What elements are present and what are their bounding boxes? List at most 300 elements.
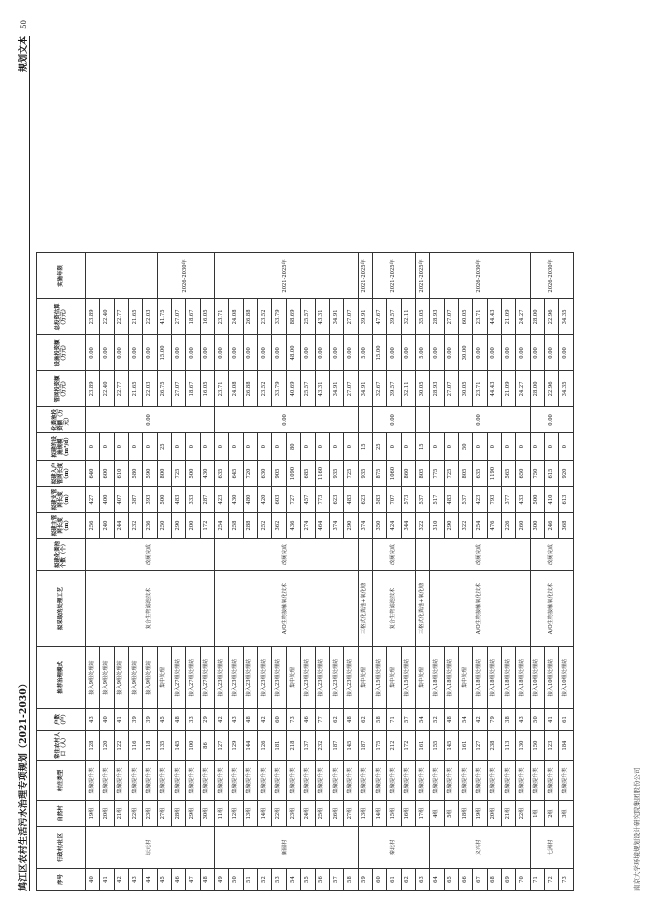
population: 113 (501, 731, 515, 761)
pipe-investment: 22.77 (114, 371, 128, 407)
main-pipe-length: 344 (401, 513, 415, 539)
facility-investment: 0.00 (243, 335, 257, 371)
branch-pipe-length: 623 (358, 487, 372, 513)
natural-village: 16组 (401, 801, 415, 827)
house-pipe-length: 635 (473, 461, 487, 487)
natural-village: 23组 (143, 801, 157, 827)
main-pipe-length: 322 (458, 513, 472, 539)
house-pipe-length: 805 (415, 461, 429, 487)
treatment-mode: 接入18组处理站 (430, 647, 444, 709)
septic-investment (358, 407, 372, 433)
total-investment: 23.71 (473, 299, 487, 335)
house-pipe-length: 580 (129, 461, 143, 487)
septic-tank-count: 改厕完成 (86, 539, 215, 571)
households: 43 (516, 709, 530, 731)
facility-investment: 0.00 (473, 335, 487, 371)
main-pipe-length: 244 (114, 513, 128, 539)
branch-pipe-length: 483 (172, 487, 186, 513)
treatment-mode: 集中处理 (415, 647, 429, 709)
branch-pipe-length: 537 (458, 487, 472, 513)
facility-scale: 0 (143, 433, 157, 461)
households: 48 (243, 709, 257, 731)
treatment-process: 三格式化粪池+氧化塘 (358, 571, 372, 647)
pipe-investment: 28.93 (430, 371, 444, 407)
branch-pipe-length: 537 (415, 487, 429, 513)
treatment-mode: 集中处理 (458, 647, 472, 709)
facility-investment: 0.00 (315, 335, 329, 371)
house-pipe-length: 635 (215, 461, 229, 487)
house-pipe-length: 775 (430, 461, 444, 487)
row-number: 49 (215, 869, 229, 891)
facility-investment: 30.00 (458, 335, 472, 371)
facility-scale: 0 (172, 433, 186, 461)
col-header: 拟建支管网长度（m） (37, 487, 86, 513)
pipe-investment: 23.71 (473, 371, 487, 407)
village-type: 集聚提升类 (444, 761, 458, 801)
village-name: 秦北村 (358, 827, 430, 869)
village-type: 集聚提升类 (473, 761, 487, 801)
pipe-investment: 23.71 (215, 371, 229, 407)
row-number: 59 (358, 869, 372, 891)
main-pipe-length: 240 (100, 513, 114, 539)
village-type: 集聚提升类 (301, 761, 315, 801)
branch-pipe-length: 603 (272, 487, 286, 513)
pipe-investment: 40.69 (286, 371, 300, 407)
septic-tank-count: 改厕完成 (372, 539, 415, 571)
population: 86 (200, 731, 214, 761)
table-header-row (37, 253, 86, 891)
natural-village: 2组 (545, 801, 559, 827)
village-type: 集聚提升类 (458, 761, 472, 801)
row-number: 55 (301, 869, 315, 891)
facility-investment: 0.00 (501, 335, 515, 371)
treatment-mode: 集中处理 (358, 647, 372, 709)
septic-investment: 0.00 (430, 407, 530, 433)
facility-scale: 0 (315, 433, 329, 461)
total-investment: 32.11 (401, 299, 415, 335)
village-type: 集聚提升类 (157, 761, 171, 801)
facility-investment: 0.00 (301, 335, 315, 371)
table-row (86, 253, 100, 891)
treatment-mode: 接入10组处理站 (530, 647, 544, 709)
branch-pipe-length: 583 (372, 487, 386, 513)
branch-pipe-length: 613 (559, 487, 573, 513)
treatment-mode: 集中处理 (387, 647, 401, 709)
branch-pipe-length: 393 (143, 487, 157, 513)
pipe-investment: 22.03 (143, 371, 157, 407)
total-investment: 39.57 (387, 299, 401, 335)
implementation-period: 2021-2025年 (215, 253, 358, 299)
total-investment: 24.27 (516, 299, 530, 335)
treatment-process: A/O生物接触氧化技术 (530, 571, 573, 647)
village-type: 集聚提升类 (129, 761, 143, 801)
population: 100 (186, 731, 200, 761)
village-type: 集聚提升类 (100, 761, 114, 801)
households: 41 (114, 709, 128, 731)
row-number: 56 (315, 869, 329, 891)
village-type: 集聚提升类 (358, 761, 372, 801)
natural-village: 5组 (444, 801, 458, 827)
implementation-period (86, 253, 158, 299)
village-type: 集聚提升类 (415, 761, 429, 801)
house-pipe-length: 805 (458, 461, 472, 487)
village-type: 集聚提升类 (258, 761, 272, 801)
treatment-mode: 接入23组处理站 (329, 647, 343, 709)
pipe-investment: 33.79 (272, 371, 286, 407)
facility-scale: 80 (286, 433, 300, 461)
treatment-mode: 接入23组处理站 (258, 647, 272, 709)
facility-scale: 0 (243, 433, 257, 461)
total-investment: 18.67 (186, 299, 200, 335)
row-number: 57 (329, 869, 343, 891)
main-pipe-length: 246 (545, 513, 559, 539)
facility-scale: 0 (272, 433, 286, 461)
village-type: 集聚提升类 (172, 761, 186, 801)
col-header: 户数（户） (37, 709, 86, 731)
population: 212 (387, 731, 401, 761)
col-header: 拟建主管网长度（m） (37, 513, 86, 539)
village-type: 集聚提升类 (329, 761, 343, 801)
total-investment: 34.35 (559, 299, 573, 335)
natural-village: 20组 (100, 801, 114, 827)
septic-investment: 0.00 (530, 407, 573, 433)
treatment-mode: 接入23组处理站 (215, 647, 229, 709)
pipe-investment: 21.09 (501, 371, 515, 407)
treatment-process: A/O生物接触氧化技术 (215, 571, 358, 647)
col-header: 序号 (37, 869, 86, 891)
natural-village: 14组 (258, 801, 272, 827)
natural-village: 27组 (157, 801, 171, 827)
natural-village: 26组 (329, 801, 343, 827)
population: 145 (444, 731, 458, 761)
village-type: 集聚提升类 (559, 761, 573, 801)
main-pipe-length: 172 (200, 513, 214, 539)
village-type: 集聚提升类 (516, 761, 530, 801)
document-section-label: 规划文本 (19, 36, 29, 73)
facility-investment: 0.00 (329, 335, 343, 371)
pipe-investment: 32.67 (372, 371, 386, 407)
households: 48 (344, 709, 358, 731)
natural-village: 13组 (358, 801, 372, 827)
table-row (530, 253, 544, 891)
branch-pipe-length: 423 (215, 487, 229, 513)
table-row (358, 253, 372, 891)
row-number: 61 (387, 869, 401, 891)
branch-pipe-length: 500 (530, 487, 544, 513)
households: 33 (186, 709, 200, 731)
facility-investment: 0.00 (545, 335, 559, 371)
population: 130 (516, 731, 530, 761)
row-number: 42 (114, 869, 128, 891)
branch-pipe-length: 707 (387, 487, 401, 513)
households: 38 (501, 709, 515, 731)
header-rule (29, 36, 30, 891)
house-pipe-length: 1060 (387, 461, 401, 487)
table-body (86, 253, 574, 891)
facility-investment: 0.00 (229, 335, 243, 371)
total-investment: 23.89 (86, 299, 100, 335)
main-pipe-length: 290 (172, 513, 186, 539)
population: 116 (129, 731, 143, 761)
branch-pipe-length: 387 (129, 487, 143, 513)
septic-investment (415, 407, 429, 433)
households: 52 (430, 709, 444, 731)
facility-scale: 50 (458, 433, 472, 461)
village-type: 集聚提升类 (215, 761, 229, 801)
row-number: 53 (272, 869, 286, 891)
natural-village: 18组 (458, 801, 472, 827)
population: 172 (401, 731, 415, 761)
population: 144 (243, 731, 257, 761)
facility-scale: 0 (186, 433, 200, 461)
households: 62 (329, 709, 343, 731)
total-investment: 28.00 (530, 299, 544, 335)
total-investment: 22.96 (545, 299, 559, 335)
branch-pipe-length: 423 (473, 487, 487, 513)
total-investment: 44.43 (487, 299, 501, 335)
pipe-investment: 34.35 (559, 371, 573, 407)
facility-scale: 0 (444, 433, 458, 461)
col-header: 村庄类型 (37, 761, 86, 801)
natural-village: 30组 (200, 801, 214, 827)
village-type: 集聚提升类 (487, 761, 501, 801)
facility-scale: 0 (86, 433, 100, 461)
village-type: 集聚提升类 (272, 761, 286, 801)
treatment-mode: 接入18组处理站 (487, 647, 501, 709)
facility-scale: 0 (329, 433, 343, 461)
col-header: 行政村/社区 (37, 827, 86, 869)
village-type: 集聚提升类 (143, 761, 157, 801)
facility-investment: 5.00 (358, 335, 372, 371)
village-name: 七洲村 (530, 827, 573, 869)
implementation-period: 2021-2025年 (415, 253, 429, 299)
footer-company: 南京大学环境规划设计研究院集团股份公司 (633, 767, 641, 891)
households: 29 (200, 709, 214, 731)
house-pipe-length: 935 (329, 461, 343, 487)
house-pipe-length: 800 (157, 461, 171, 487)
page-number: 50 (20, 20, 28, 29)
implementation-period: 2026-2030年 (430, 253, 530, 299)
village-type: 集聚提升类 (315, 761, 329, 801)
treatment-mode: 接入10组处理站 (559, 647, 573, 709)
population: 127 (473, 731, 487, 761)
village-name: 义兴村 (430, 827, 530, 869)
total-investment: 22.77 (114, 299, 128, 335)
natural-village: 15组 (387, 801, 401, 827)
households: 58 (372, 709, 386, 731)
total-investment: 35.05 (415, 299, 429, 335)
population: 127 (215, 731, 229, 761)
total-investment: 22.40 (100, 299, 114, 335)
natural-village: 22组 (129, 801, 143, 827)
pipe-investment: 43.31 (315, 371, 329, 407)
facility-investment: 0.00 (444, 335, 458, 371)
col-header: 自然村 (37, 801, 86, 827)
households: 50 (530, 709, 544, 731)
total-investment: 23.52 (258, 299, 272, 335)
house-pipe-length: 565 (501, 461, 515, 487)
house-pipe-length: 650 (516, 461, 530, 487)
facility-investment: 0.00 (215, 335, 229, 371)
facility-scale: 0 (129, 433, 143, 461)
facility-investment: 0.00 (186, 335, 200, 371)
main-pipe-length: 300 (530, 513, 544, 539)
natural-village: 14组 (372, 801, 386, 827)
row-number: 60 (372, 869, 386, 891)
house-pipe-length: 860 (401, 461, 415, 487)
main-pipe-length: 260 (516, 513, 530, 539)
natural-village: 22组 (516, 801, 530, 827)
population: 122 (114, 731, 128, 761)
house-pipe-length: 1160 (315, 461, 329, 487)
row-number: 41 (100, 869, 114, 891)
pipe-investment: 24.27 (516, 371, 530, 407)
house-pipe-length: 920 (559, 461, 573, 487)
facility-investment: 0.00 (430, 335, 444, 371)
total-investment: 41.75 (157, 299, 171, 335)
branch-pipe-length: 410 (545, 487, 559, 513)
facility-scale: 0 (559, 433, 573, 461)
population: 145 (172, 731, 186, 761)
treatment-mode: 接入27组处理站 (186, 647, 200, 709)
treatment-mode: 接入9组处理站 (86, 647, 100, 709)
total-investment: 43.31 (315, 299, 329, 335)
col-header: 拟建化粪池个数（个） (37, 539, 86, 571)
septic-investment: 0.00 (372, 407, 415, 433)
village-name: 新圆村 (215, 827, 358, 869)
households: 41 (545, 709, 559, 731)
facility-investment: 0.00 (129, 335, 143, 371)
main-pipe-length: 350 (372, 513, 386, 539)
village-type: 集聚提升类 (344, 761, 358, 801)
main-pipe-length: 476 (487, 513, 501, 539)
households: 79 (487, 709, 501, 731)
households: 48 (172, 709, 186, 731)
row-number: 58 (344, 869, 358, 891)
main-pipe-length: 310 (430, 513, 444, 539)
natural-village: 22组 (272, 801, 286, 827)
house-pipe-length: 750 (530, 461, 544, 487)
row-number: 70 (516, 869, 530, 891)
total-investment: 26.88 (243, 299, 257, 335)
facility-investment: 0.00 (401, 335, 415, 371)
total-investment: 23.71 (215, 299, 229, 335)
main-pipe-length: 226 (501, 513, 515, 539)
branch-pipe-length: 433 (516, 487, 530, 513)
row-number: 47 (186, 869, 200, 891)
main-pipe-length: 436 (286, 513, 300, 539)
septic-tank-count (358, 539, 372, 571)
treatment-mode: 接入27组处理站 (172, 647, 186, 709)
row-number: 44 (143, 869, 157, 891)
main-pipe-length: 256 (86, 513, 100, 539)
table-row (415, 253, 429, 891)
pipe-investment: 39.57 (387, 371, 401, 407)
treatment-mode: 接入18组处理站 (516, 647, 530, 709)
main-pipe-length: 236 (143, 513, 157, 539)
row-number: 48 (200, 869, 214, 891)
total-investment: 24.08 (229, 299, 243, 335)
pipe-investment: 30.05 (458, 371, 472, 407)
house-pipe-length: 725 (444, 461, 458, 487)
facility-scale: 0 (501, 433, 515, 461)
facility-scale: 0 (530, 433, 544, 461)
treatment-mode: 接入9组处理站 (100, 647, 114, 709)
natural-village: 4组 (430, 801, 444, 827)
facility-scale: 0 (301, 433, 315, 461)
treatment-mode: 接入18组处理站 (473, 647, 487, 709)
households: 61 (559, 709, 573, 731)
treatment-mode: 接入18组处理站 (501, 647, 515, 709)
pipe-investment: 28.00 (530, 371, 544, 407)
population: 238 (487, 731, 501, 761)
households: 46 (301, 709, 315, 731)
house-pipe-length: 615 (545, 461, 559, 487)
population: 187 (329, 731, 343, 761)
households: 60 (272, 709, 286, 731)
facility-scale: 0 (100, 433, 114, 461)
facility-investment: 0.00 (559, 335, 573, 371)
row-number: 40 (86, 869, 100, 891)
treatment-mode: 接入23组处理站 (301, 647, 315, 709)
pipe-investment: 23.89 (86, 371, 100, 407)
pipe-investment: 21.65 (129, 371, 143, 407)
treatment-mode: 接入23组处理站 (229, 647, 243, 709)
facility-investment: 0.00 (387, 335, 401, 371)
natural-village: 20组 (487, 801, 501, 827)
house-pipe-length: 645 (229, 461, 243, 487)
households: 42 (215, 709, 229, 731)
population: 161 (458, 731, 472, 761)
population: 118 (143, 731, 157, 761)
households: 71 (387, 709, 401, 731)
households: 39 (143, 709, 157, 731)
natural-village: 21组 (501, 801, 515, 827)
col-header: 化粪池投资额（万元） (37, 407, 86, 433)
village-type: 集聚提升类 (286, 761, 300, 801)
col-header: 推荐治理模式 (37, 647, 86, 709)
facility-scale: 0 (344, 433, 358, 461)
total-investment: 27.07 (344, 299, 358, 335)
village-name: 坛元村 (86, 827, 215, 869)
households: 42 (473, 709, 487, 731)
treatment-process: 复合生物滤池技术 (372, 571, 415, 647)
pipe-investment: 27.07 (172, 371, 186, 407)
branch-pipe-length: 483 (344, 487, 358, 513)
pipe-investment: 27.07 (344, 371, 358, 407)
main-pipe-length: 464 (315, 513, 329, 539)
total-investment: 33.79 (272, 299, 286, 335)
pipe-investment: 34.91 (358, 371, 372, 407)
main-pipe-length: 232 (129, 513, 143, 539)
village-type: 集聚提升类 (86, 761, 100, 801)
implementation-period: 2026-2030年 (530, 253, 573, 299)
households: 43 (86, 709, 100, 731)
pipe-investment: 30.05 (415, 371, 429, 407)
households: 42 (258, 709, 272, 731)
population: 135 (157, 731, 171, 761)
facility-scale: 0 (215, 433, 229, 461)
branch-pipe-length: 623 (329, 487, 343, 513)
row-number: 65 (444, 869, 458, 891)
house-pipe-length: 725 (172, 461, 186, 487)
row-number: 71 (530, 869, 544, 891)
facility-investment: 15.00 (157, 335, 171, 371)
treatment-mode: 接入9组处理站 (129, 647, 143, 709)
row-number: 51 (243, 869, 257, 891)
facility-investment: 0.00 (530, 335, 544, 371)
population: 126 (258, 731, 272, 761)
